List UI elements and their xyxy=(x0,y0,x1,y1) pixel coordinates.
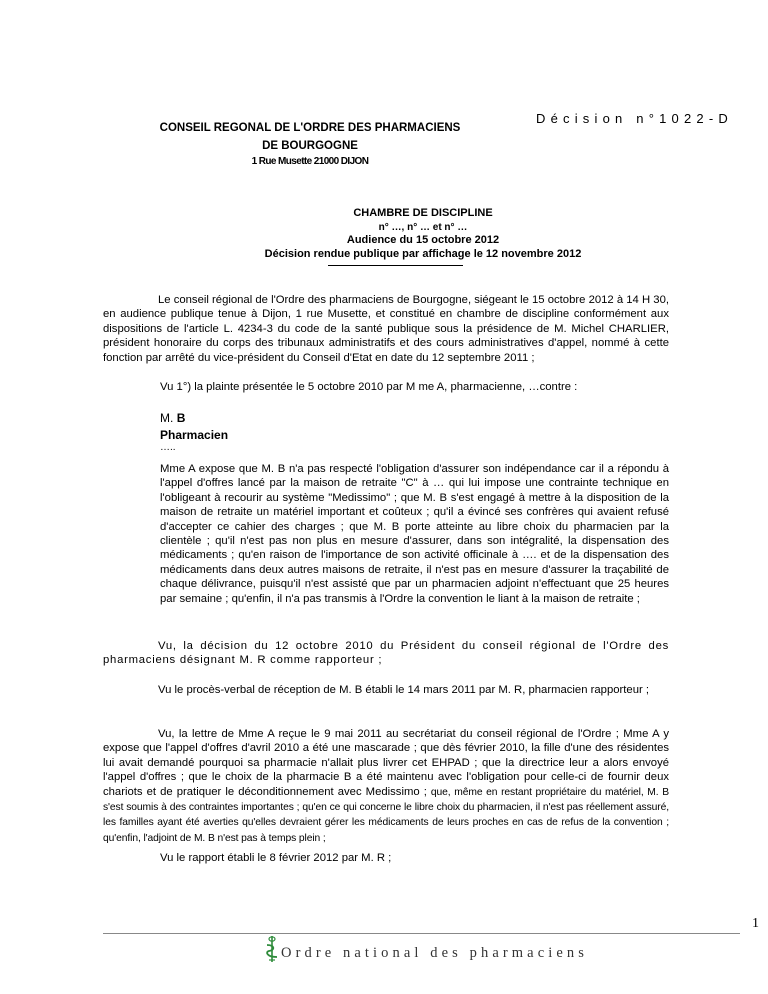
respondent-title: Pharmacien xyxy=(160,428,229,442)
respondent-address: ….. xyxy=(160,442,176,453)
case-numbers: n° …, n° … et n° … xyxy=(378,221,468,233)
letter-paragraph-part2: que, même en restant propriétaire du matériel, M. B s'est soumis à des contraintes importantes ; qu'en ce qui concerne le libre choix du pharmacien, il n'est pas réellement assuré, les familles ayant été averties qu'elles devraient gérer les médicaments de leurs proches en cas de refus de la convention ; qu'enfin, l'adjoint de M. B n'est pas à temps plein ; xyxy=(103,786,669,844)
publication-date: Décision rendue publique par affichage le 12 novembre 2012 xyxy=(264,247,582,260)
footer-divider xyxy=(103,933,740,934)
exposition-paragraph: Mme A expose que M. B n'a pas respecté l'obligation d'assurer son indépendance car il a répondu à l'appel d'offres lancé par la maison de retraite "C" à … qui lui impose une contrainte technique en l'obligeant à recourir au système "Medissimo" ; que M. B s'est engagé à mettre à la disposition de la maison de retraite un matériel important et coûteux ; qu'il a évincé ses confrères qui avaient refusé d'accepter ce cahier des charges ; que M. B porte atteinte au libre choix du pharmacien par la clientèle ; qu'il n'est pas non plus en mesure d'assurer, dans son intégralité, la dispensation des médicaments ; qu'en raison de l'importance de son activité officinale à …. et de la dispensation des médicaments dans deux autres maisons de retraite, il n'est pas en mesure d'assurer la traçabilité de chaque délivrance, puisqu'il n'est assisté que par un pharmacien adjoint n'effectuant que 25 heures par semaine ; qu'enfin, il n'a pas transmis à l'Ordre la convention le liant à la maison de retraite ; xyxy=(160,463,669,605)
org-title-line2: DE BOURGOGNE xyxy=(262,140,358,152)
org-title-line1: CONSEIL REGONAL DE L'ORDRE DES PHARMACIENS xyxy=(159,122,461,134)
hearing-date: Audience du 15 octobre 2012 xyxy=(346,234,500,247)
letter-paragraph xyxy=(103,727,669,846)
decision-number: Décision n°1022-D xyxy=(536,111,733,126)
intro-paragraph: Le conseil régional de l'Ordre des pharmaciens de Bourgogne, siégeant le 15 octobre 2012 à 14 H 30, en audience publique tenue à Dijon, 1 rue Musette, et constitué en chambre de discipline conformément aux dispositions de l'article L. 4234-3 du code de la santé publique sous la présidence de M. Michel CHARLIER, président honoraire du corps des tribunaux administratifs et des cours administratives d'appel, nommé à cette fonction par arrêté du vice-président du Conseil d'Etat en date du 12 septembre 2011 ; xyxy=(103,294,669,364)
heading-divider xyxy=(328,265,463,266)
rapporteur-paragraph: Vu, la décision du 12 octobre 2010 du Président du conseil régional de l'Ordre des pharmaciens désignant M. R comme rapporteur ; xyxy=(103,640,669,667)
letter-paragraph-part1: Vu, la lettre de Mme A reçue le 9 mai 2011 au secrétariat du conseil régional de l'Ordre ; Mme A y expose que l'appel d'offres d'avril 2010 a été une mascarade ; que dès février 2010, la fille d'une des résidentes lui avait demandé pourquoi sa pharmacie n'allait plus livrer cet EHPAD ; que la directrice leur a alors envoyé l'appel d'offres ; que le choix de la pharmacie B a été maintenu avec l'obligation pour celle-ci de fournir deux chariots et de pratiquer le déconditionnement avec Medissimo ; xyxy=(103,728,669,798)
page-number: 1 xyxy=(752,916,759,931)
report-paragraph: Vu le rapport établi le 8 février 2012 par M. R ; xyxy=(160,852,392,864)
org-title xyxy=(110,119,510,155)
respondent-prefix: M. xyxy=(160,411,174,425)
respondent-name xyxy=(160,411,185,425)
pv-paragraph: Vu le procès-verbal de réception de M. B établi le 14 mars 2011 par M. R, pharmacien rapporteur ; xyxy=(158,684,650,696)
org-address: 1 Rue Musette 21000 DIJON xyxy=(251,156,369,167)
respondent-initial: B xyxy=(176,411,186,425)
footer-org-name: Ordre national des pharmaciens xyxy=(281,945,588,961)
chamber-title: CHAMBRE DE DISCIPLINE xyxy=(353,207,493,219)
complaint-paragraph: Vu 1°) la plainte présentée le 5 octobre 2010 par M me A, pharmacienne, …contre : xyxy=(160,381,578,393)
chamber-heading xyxy=(160,207,686,261)
caduceus-logo-icon xyxy=(264,934,280,964)
